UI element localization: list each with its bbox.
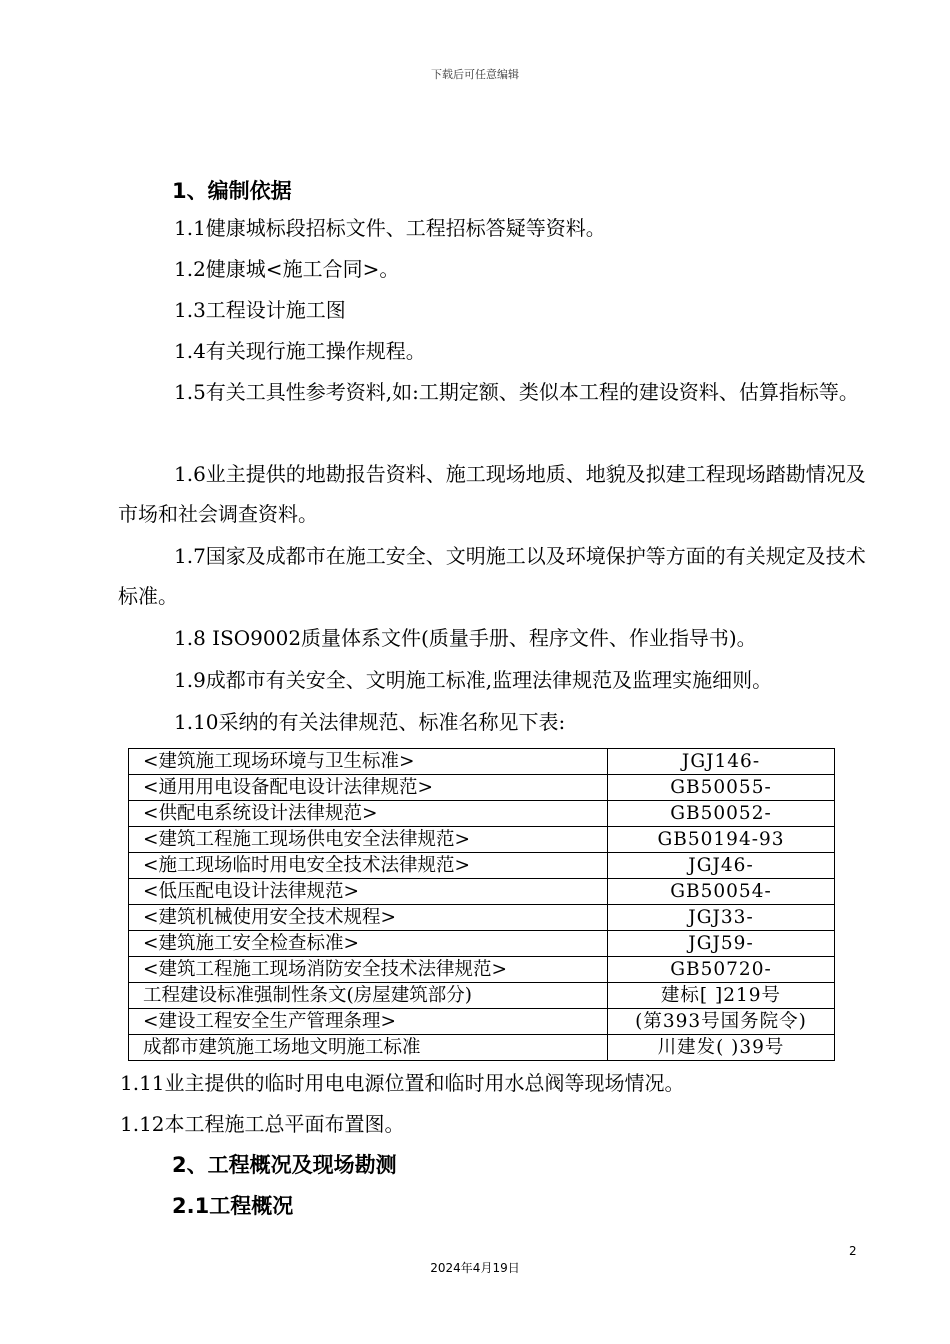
table-row [129, 879, 835, 905]
standard-code: 川建发( )39号 [608, 1035, 835, 1061]
standard-name: <建筑施工安全检查标准> [129, 931, 608, 957]
standard-code: GB50054- [608, 879, 835, 905]
standard-code: JGJ146- [608, 749, 835, 775]
standard-name: <低压配电设计法律规范> [129, 879, 608, 905]
table-row [129, 827, 835, 853]
table-row [129, 983, 835, 1009]
table-row [129, 931, 835, 957]
item-1-11: 1.11业主提供的临时用电电源位置和临时用水总阀等现场情况。 [120, 1071, 685, 1095]
standard-name: <通用用电设备配电设计法律规范> [129, 775, 608, 801]
table-row [129, 749, 835, 775]
table-row [129, 905, 835, 931]
standard-code: GB50720- [608, 957, 835, 983]
standard-code: JGJ46- [608, 853, 835, 879]
item-1-2: 1.2健康城<施工合同>。 [174, 257, 400, 281]
item-1-4: 1.4有关现行施工操作规程。 [174, 339, 426, 363]
table-row [129, 1009, 835, 1035]
item-1-10: 1.10采纳的有关法律规范、标准名称见下表: [174, 710, 566, 734]
item-1-7: 1.7国家及成都市在施工安全、文明施工以及环境保护等方面的有关规定及技术标准。 [118, 544, 866, 608]
standard-code: GB50052- [608, 801, 835, 827]
standard-name: <建设工程安全生产管理条理> [129, 1009, 608, 1035]
standard-code: GB50055- [608, 775, 835, 801]
standard-name: 成都市建筑施工场地文明施工标准 [129, 1035, 608, 1061]
standards-table [128, 748, 835, 1061]
page-number: 2 [849, 1244, 857, 1258]
table-row [129, 1035, 835, 1061]
standard-name: <建筑工程施工现场消防安全技术法律规范> [129, 957, 608, 983]
footer-date: 2024年4月19日 [430, 1261, 520, 1275]
standard-name: <建筑施工现场环境与卫生标准> [129, 749, 608, 775]
standard-code: GB50194-93 [608, 827, 835, 853]
standard-code: JGJ33- [608, 905, 835, 931]
standard-code: JGJ59- [608, 931, 835, 957]
standard-name: <建筑工程施工现场供电安全法律规范> [129, 827, 608, 853]
table-row [129, 957, 835, 983]
standard-code: (第393号国务院令) [608, 1009, 835, 1035]
item-1-8: 1.8 ISO9002质量体系文件(质量手册、程序文件、作业指导书)。 [174, 626, 757, 650]
standard-name: 工程建设标准强制性条文(房屋建筑部分) [129, 983, 608, 1009]
standard-name: <施工现场临时用电安全技术法律规范> [129, 853, 608, 879]
standard-name: <供配电系统设计法律规范> [129, 801, 608, 827]
table-row [129, 853, 835, 879]
section-2-heading: 2、工程概况及现场勘测 [172, 1153, 397, 1177]
standard-code: 建标[ ]219号 [608, 983, 835, 1009]
section-2-1-heading: 2.1工程概况 [172, 1194, 294, 1218]
table-row [129, 775, 835, 801]
item-1-12: 1.12本工程施工总平面布置图。 [120, 1112, 405, 1136]
standard-name: <建筑机械使用安全技术规程> [129, 905, 608, 931]
section-1-heading: 1、编制依据 [172, 179, 292, 203]
item-1-3: 1.3工程设计施工图 [174, 298, 346, 322]
page-header-note: 下载后可任意编辑 [431, 68, 519, 81]
item-1-1: 1.1健康城标段招标文件、工程招标答疑等资料。 [174, 216, 606, 240]
table-row [129, 801, 835, 827]
item-1-6: 1.6业主提供的地勘报告资料、施工现场地质、地貌及拟建工程现场踏勘情况及市场和社会调查资料。 [118, 462, 866, 526]
item-1-9: 1.9成都市有关安全、文明施工标准,监理法律规范及监理实施细则。 [174, 668, 773, 692]
item-1-5: 1.5有关工具性参考资料,如:工期定额、类似本工程的建设资料、估算指标等。 [174, 380, 859, 404]
